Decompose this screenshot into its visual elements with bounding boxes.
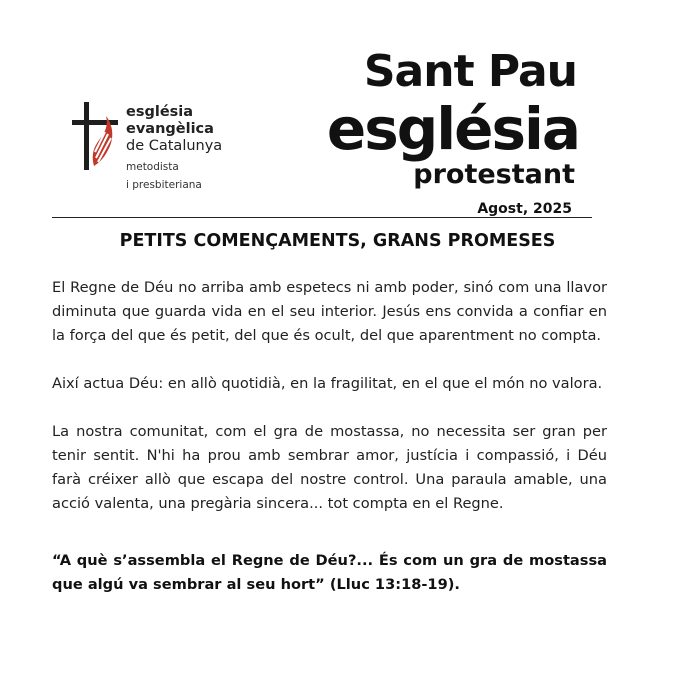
logo-sub-1: metodista (126, 161, 179, 173)
paragraph: El Regne de Déu no arriba amb espetecs ni amb poder, sinó com una llavor diminuta que guarda vida en el seu interior. Jesús ens convida a confiar en la força del que és petit, del que és ocult, del que aparentment no compta. (52, 279, 607, 344)
church-logo (70, 100, 222, 191)
masthead-title-line-2: església (326, 95, 579, 163)
article-headline: PETITS COMENÇAMENTS, GRANS PROMESES (119, 231, 556, 251)
article-body (52, 276, 607, 612)
masthead-divider (52, 217, 592, 218)
paragraph: Així actua Déu: en allò quotidià, en la fragilitat, en el que el món no valora. (52, 375, 603, 392)
paragraph: La nostra comunitat, com el gra de mostassa, no necessita ser gran per tenir sentit. N'hi ha prou amb sembrar amor, justícia i compassió, i Déu farà créixer allò que escapa del nostre control. Una paraula amable, una acció valenta, una pregària sincera... tot compta en el Regne. (52, 423, 607, 512)
logo-line-3: de Catalunya (126, 138, 223, 154)
cross-flame-icon (70, 100, 122, 172)
scripture-quote: “A què s’assembla el Regne de Déu?... És com un gra de mostassa que algú va sembrar al seu hort” (Lluc 13:18-19). (52, 552, 607, 593)
logo-text (126, 104, 222, 191)
logo-line-1: església (126, 104, 194, 120)
logo-line-2: evangèlica (126, 121, 214, 137)
issue-date: Agost, 2025 (477, 201, 572, 217)
masthead-title-line-3: protestant (413, 159, 575, 190)
masthead-title-line-1: Sant Pau (363, 46, 577, 97)
logo-sub-2: i presbiteriana (126, 179, 202, 191)
